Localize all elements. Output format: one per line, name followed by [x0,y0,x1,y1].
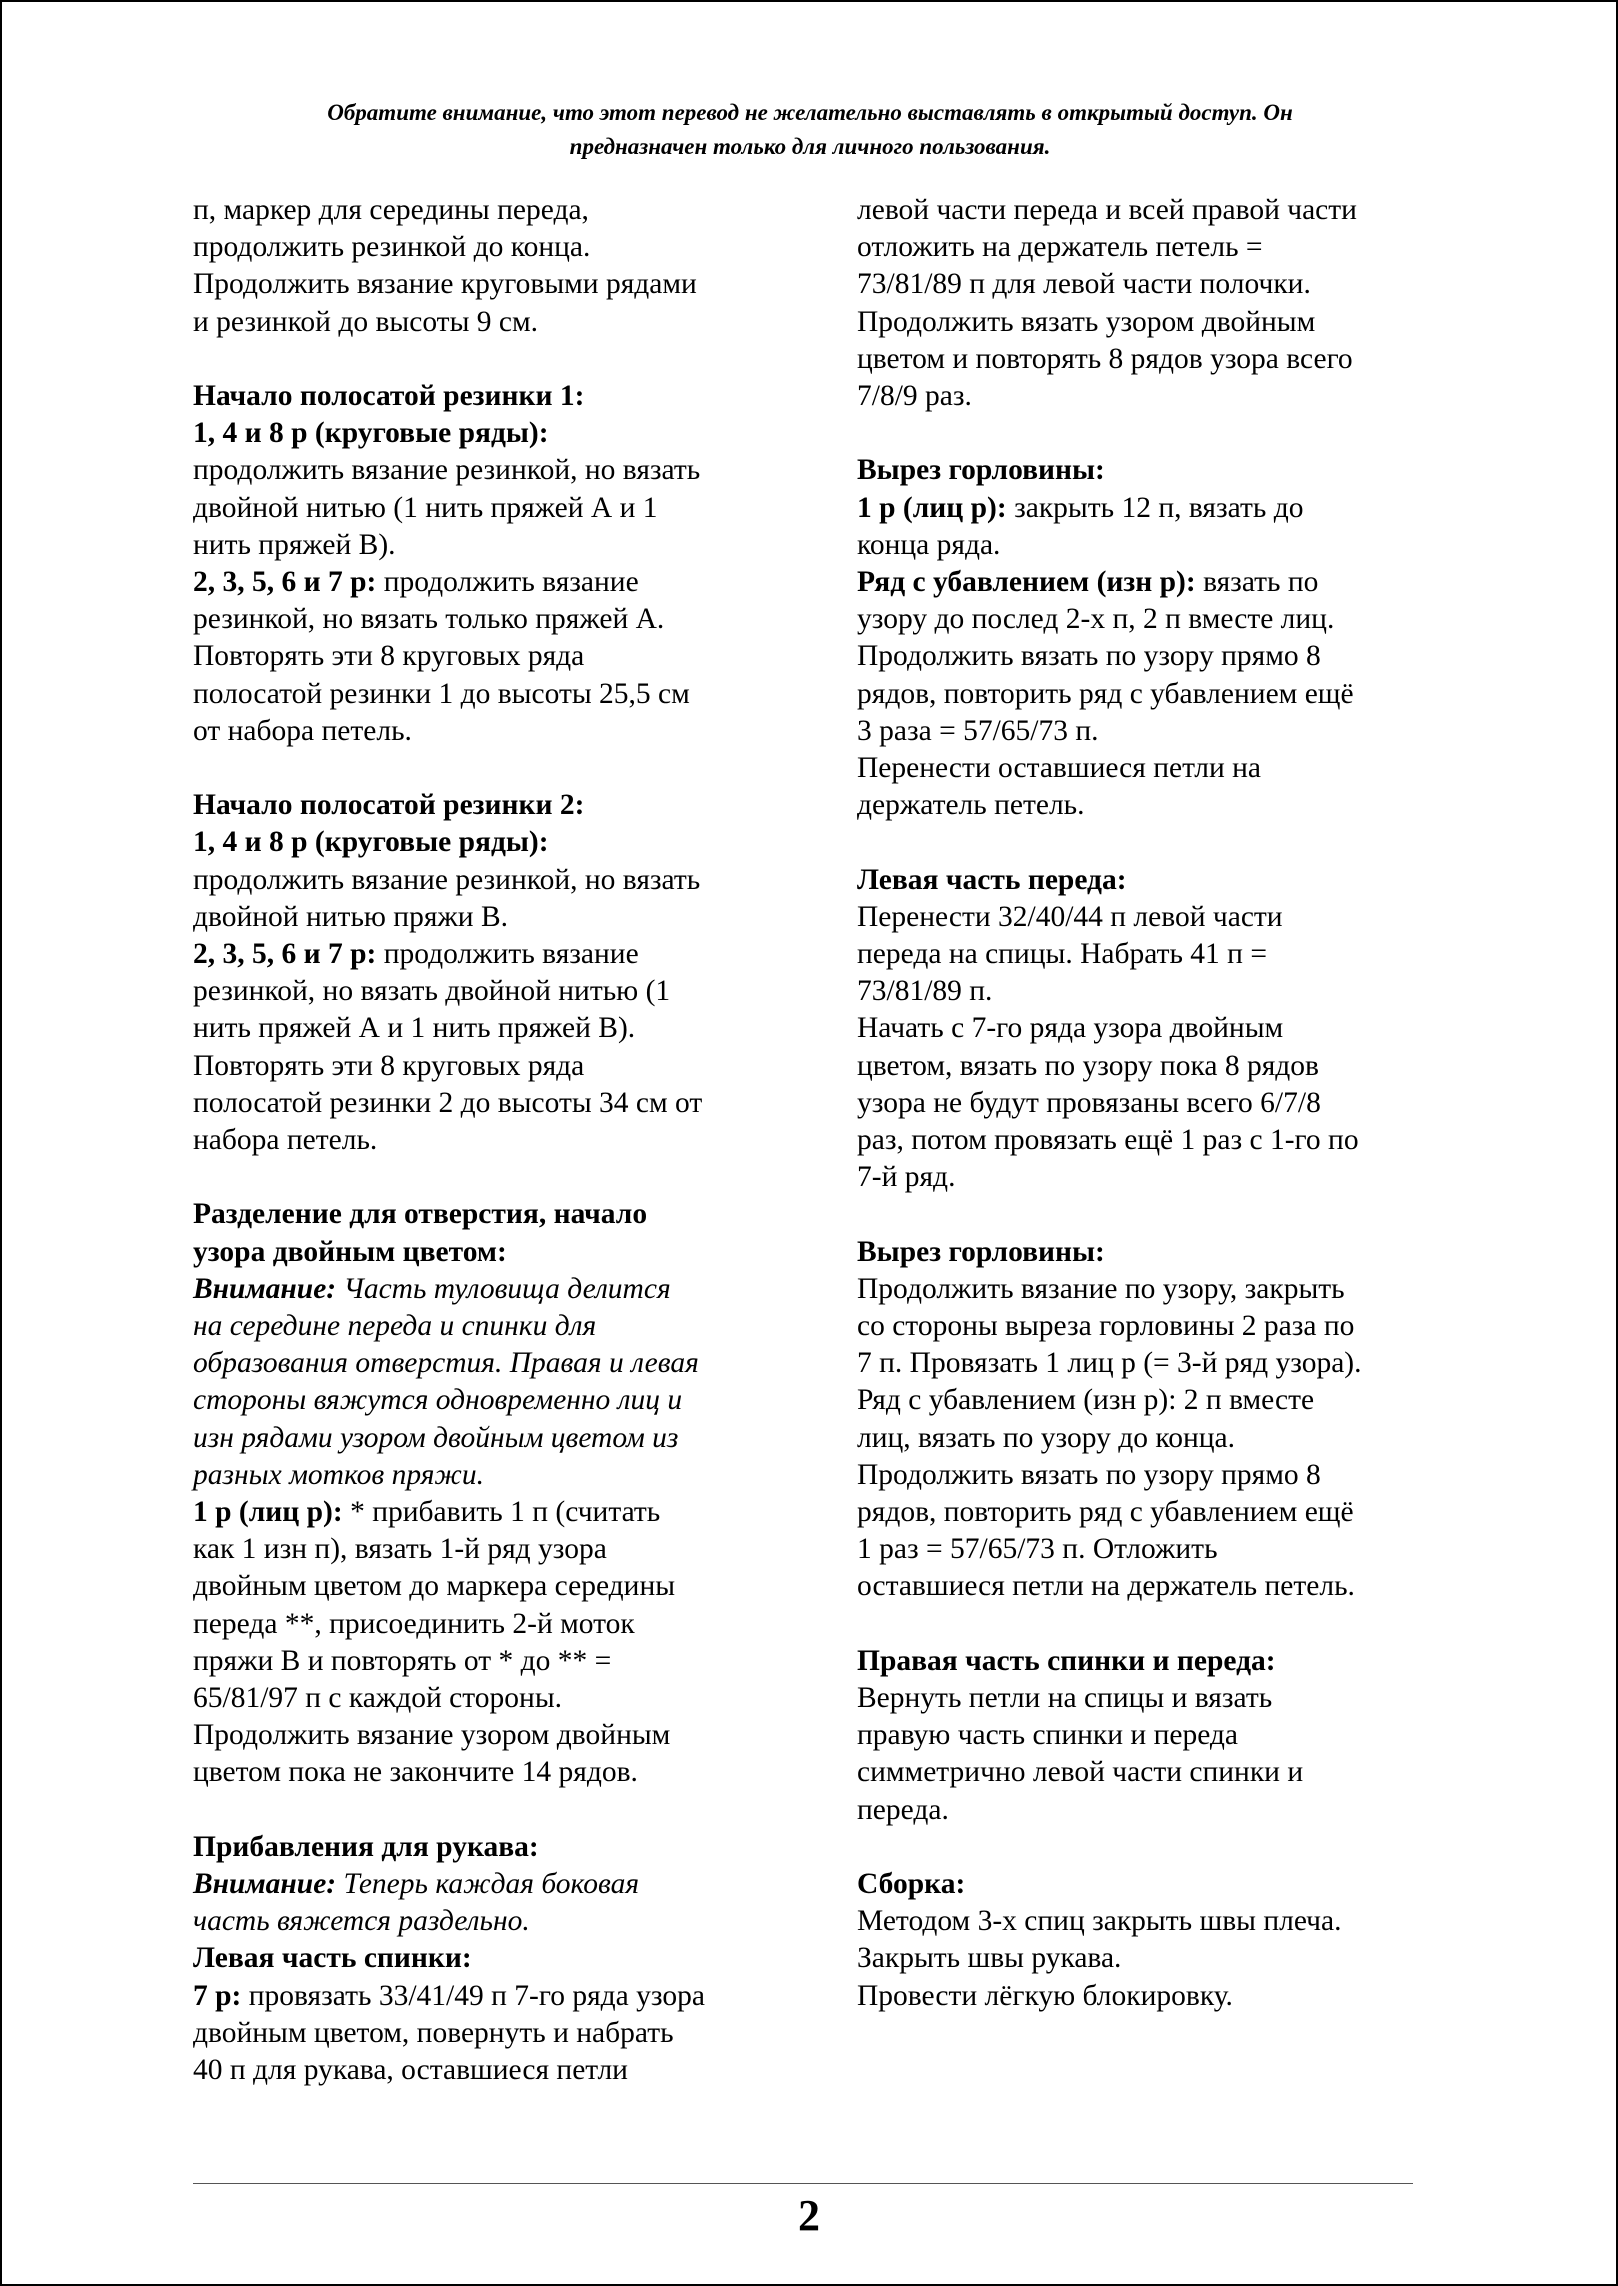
text-line: Перенести 32/40/44 п левой части [857,900,1283,933]
text-line: Продолжить вязание по узору, закрыть [857,1272,1345,1305]
text-line: разных мотков пряжи. [193,1458,484,1491]
row-label: 1 р (лиц р): [857,491,1007,524]
text-line: Продолжить вязание круговыми рядами [193,268,697,301]
section-heading: Левая часть переда: [857,863,1127,896]
text-line: цветом и повторять 8 рядов узора всего [857,342,1353,375]
text-line: узора не будут провязаны всего 6/7/8 [857,1086,1321,1119]
text-line: 7/8/9 раз. [857,380,972,413]
text-line: отложить на держатель петель = [857,231,1263,264]
row-text: продолжить вязание [376,938,639,971]
text-line: Продолжить вязать узором двойным [857,305,1316,338]
text-line [193,1494,783,1531]
text-line: 40 п для рукава, оставшиеся петли [193,2054,628,2087]
text-line: Продолжить вязать по узору прямо 8 [857,1458,1321,1491]
text-line: Вернуть петли на спицы и вязать [857,1682,1273,1715]
text-line: 65/81/97 п с каждой стороны. [193,1682,563,1715]
note-label: Внимание: [193,1868,337,1901]
section-heading: Разделение для отверстия, начало [193,1198,648,1231]
notice-line: Обратите внимание, что этот перевод не желательно выставлять в открытый доступ. Он [327,100,1293,125]
row-text: провязать 33/41/49 п 7-го ряда узора [241,1979,705,2012]
text-line [193,1978,783,2015]
text-line: нить пряжей В). [193,528,396,561]
text-line: двойной нитью (1 нить пряжей А и 1 [193,491,658,524]
translation-notice [160,96,1460,164]
text-line: на середине переда и спинки для [193,1310,597,1343]
text-line: от набора петель. [193,714,412,747]
text-line: двойным цветом, повернуть и набрать [193,2016,674,2049]
text-line: продолжить вязание резинкой, но вязать [193,454,701,487]
text-line: 7-й ряд. [857,1161,956,1194]
text-line: переда. [857,1793,949,1826]
text-line: набора петель. [193,1124,378,1157]
text-line: полосатой резинки 1 до высоты 25,5 см [193,677,690,710]
text-line: нить пряжей А и 1 нить пряжей В). [193,1012,636,1045]
text-line: левой части переда и всей правой части [857,194,1357,226]
page-number: 2 [798,2191,820,2240]
text-line: Повторять эти 8 круговых ряда [193,1049,585,1082]
section-heading: Начало полосатой резинки 1: [193,380,585,412]
right-column [857,192,1427,2015]
note-text: Часть туловища делится [336,1272,671,1305]
text-line: образования отверстия. Правая и левая [193,1347,699,1380]
text-line: п, маркер для середины переда, [193,194,589,226]
text-line: часть вяжется раздельно. [193,1905,530,1938]
note-label: Внимание: [193,1272,337,1305]
text-line: резинкой, но вязать двойной нитью (1 [193,975,671,1008]
row-label: 1, 4 и 8 р (круговые ряды): [193,417,549,450]
text-line: пряжи В и повторять от * до ** = [193,1644,612,1677]
footer-divider [193,2183,1413,2184]
text-line [193,1866,783,1903]
text-line: продолжить резинкой до конца. [193,231,591,264]
text-line: конца ряда. [857,528,1001,561]
text-line: переда **, присоединить 2-й моток [193,1607,635,1640]
section-heading: Вырез горловины: [857,454,1105,487]
section-heading: Правая часть спинки и переда: [857,1644,1276,1677]
text-line: цветом пока не закончите 14 рядов. [193,1756,638,1789]
row-text: продолжить вязание [376,566,639,599]
text-line: 3 раза = 57/65/73 п. [857,714,1099,747]
text-line: стороны вяжутся одновременно лиц и [193,1384,683,1417]
row-label: 2, 3, 5, 6 и 7 р: [193,938,377,971]
text-line: Начать с 7-го ряда узора двойным [857,1012,1284,1045]
section-heading: узора двойным цветом: [193,1235,507,1268]
row-text: * прибавить 1 п (считать [342,1496,661,1529]
notice-line: предназначен только для личного пользования. [569,134,1051,159]
row-text: вязать по [1195,566,1319,599]
text-line: Продолжить вязать по узору прямо 8 [857,640,1321,673]
text-line: правую часть спинки и переда [857,1719,1239,1752]
row-label: 1 р (лиц р): [193,1496,343,1529]
text-line: 1 раз = 57/65/73 п. Отложить [857,1533,1218,1566]
row-label: 7 р: [193,1979,242,2012]
text-line: оставшиеся петли на держатель петель. [857,1570,1355,1603]
text-line: лиц, вязать по узору до конца. [857,1421,1235,1454]
text-line: резинкой, но вязать только пряжей А. [193,603,665,636]
text-line: Перенести оставшиеся петли на [857,752,1262,785]
text-line: переда на спицы. Набрать 41 п = [857,938,1267,971]
text-line: Повторять эти 8 круговых ряда [193,640,585,673]
row-label: Ряд с убавлением (изн р): [857,566,1196,599]
row-text: закрыть 12 п, вязать до [1006,491,1304,524]
text-line: двойной нитью пряжи В. [193,900,509,933]
text-line: полосатой резинки 2 до высоты 34 см от [193,1086,703,1119]
text-line: и резинкой до высоты 9 см. [193,305,539,338]
text-line: 7 п. Провязать 1 лиц р (= 3-й ряд узора). [857,1347,1362,1380]
text-line [193,1271,783,1308]
text-line: Продолжить вязание узором двойным [193,1719,671,1752]
text-line [857,490,1427,527]
text-line [857,564,1427,601]
section-heading: Сборка: [857,1868,966,1901]
section-heading: Начало полосатой резинки 2: [193,789,585,822]
text-line [193,564,783,601]
note-text: Теперь каждая боковая [336,1868,640,1901]
text-line: узору до послед 2-х п, 2 п вместе лиц. [857,603,1335,636]
row-label: 2, 3, 5, 6 и 7 р: [193,566,377,599]
text-line: рядов, повторить ряд с убавлением ещё [857,677,1354,710]
text-line: 73/81/89 п для левой части полочки. [857,268,1311,301]
text-line: цветом, вязать по узору пока 8 рядов [857,1049,1319,1082]
subsection-heading: Левая часть спинки: [193,1942,472,1975]
text-line: 73/81/89 п. [857,975,993,1008]
text-line: рядов, повторить ряд с убавлением ещё [857,1496,1354,1529]
left-column [193,192,783,2089]
text-line [193,936,783,973]
text-line: изн рядами узором двойным цветом из [193,1421,679,1454]
text-line: симметрично левой части спинки и [857,1756,1304,1789]
section-heading: Прибавления для рукава: [193,1830,539,1863]
text-line: двойным цветом до маркера середины [193,1570,676,1603]
section-heading: Вырез горловины: [857,1235,1105,1268]
text-line: держатель петель. [857,789,1085,822]
text-line: Ряд с убавлением (изн р): 2 п вместе [857,1384,1315,1417]
row-label: 1, 4 и 8 р (круговые ряды): [193,826,549,859]
text-line: Провести лёгкую блокировку. [857,1979,1233,2012]
text-line: продолжить вязание резинкой, но вязать [193,863,701,896]
text-line: как 1 изн п), вязать 1-й ряд узора [193,1533,607,1566]
text-line: со стороны выреза горловины 2 раза по [857,1310,1355,1343]
text-line: раз, потом провязать ещё 1 раз с 1-го по [857,1124,1359,1157]
text-line: Закрыть швы рукава. [857,1942,1122,1975]
text-line: Методом 3-х спиц закрыть швы плеча. [857,1905,1342,1938]
